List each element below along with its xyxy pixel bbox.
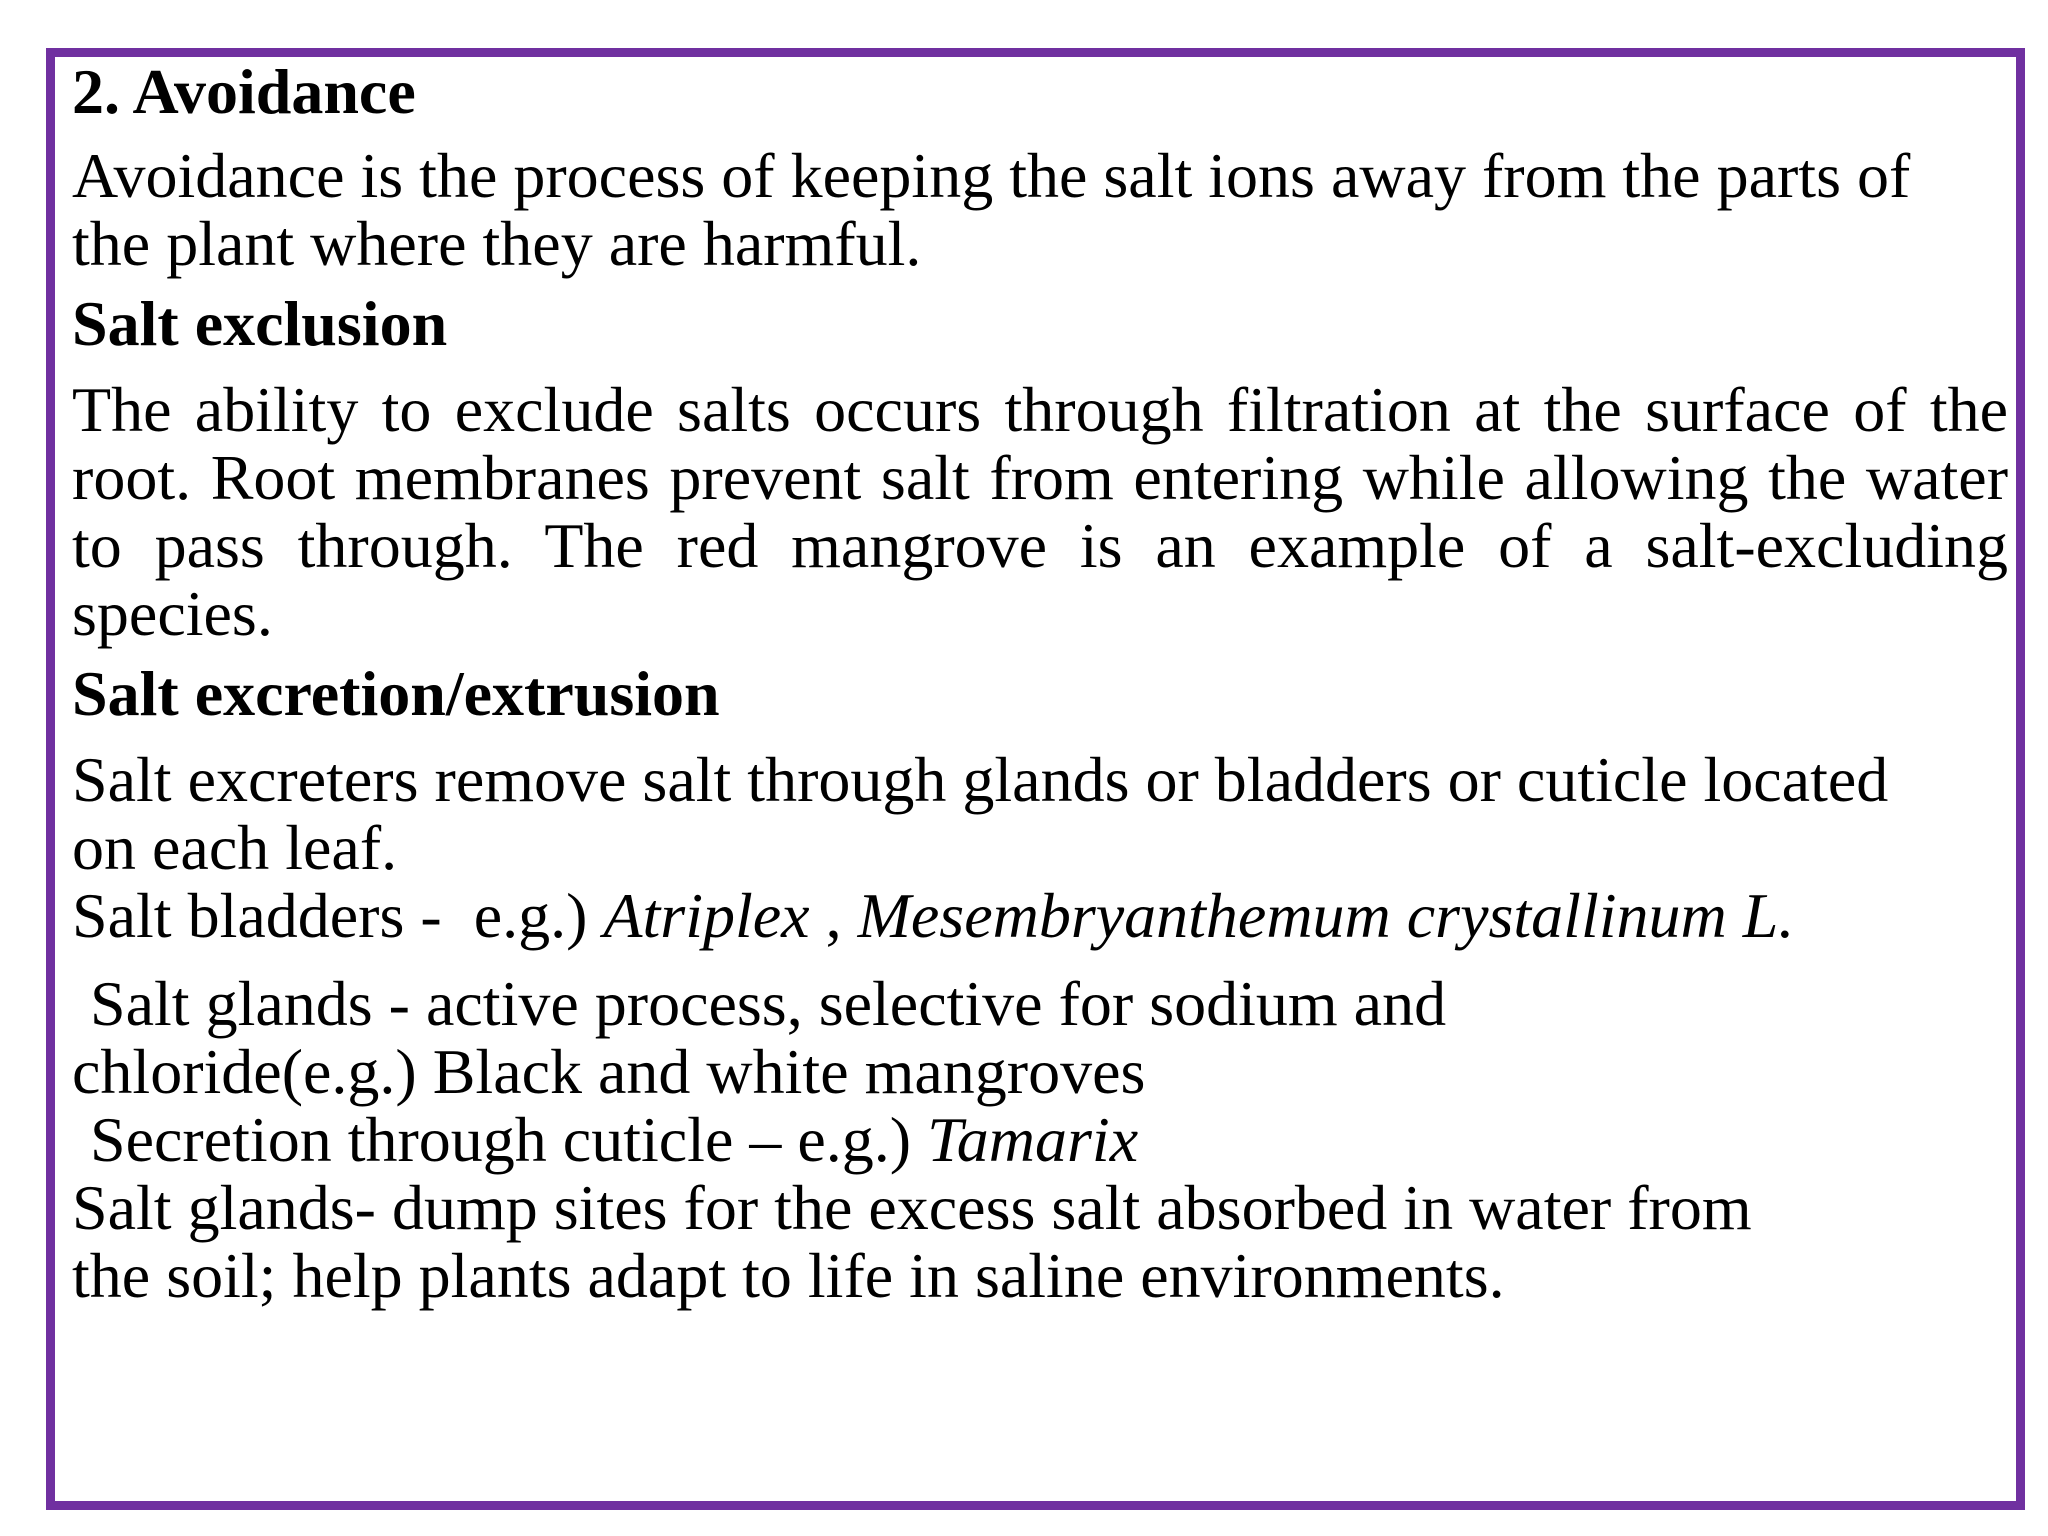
salt-glands-line-2: chloride(e.g.) Black and white mangroves [72,1036,1146,1107]
species-separator: , [809,880,858,951]
species-mesembryanthemum: Mesembryanthemum crystallinum L. [857,880,1795,951]
cuticle-prefix: Secretion through cuticle – e.g.) [90,1104,928,1175]
excretion-paragraph: Salt excreters remove salt through glands or bladders or cuticle located on each leaf. [72,744,1889,883]
heading-salt-exclusion: Salt exclusion [72,288,448,359]
species-atriplex: Atriplex [603,880,810,951]
species-tamarix: Tamarix [927,1104,1139,1175]
salt-bladders-prefix: Salt bladders - e.g.) [72,880,604,951]
salt-glands-line-1: Salt glands - active process, selective for sodium and [90,968,1447,1039]
dump-sites-line-2: the soil; help plants adapt to life in saline environments. [72,1240,1505,1311]
slide-content [72,52,2008,1310]
heading-salt-excretion: Salt excretion/extrusion [72,658,720,729]
salt-bladders-line [72,882,2008,950]
heading-avoidance: 2. Avoidance [72,56,416,127]
dump-sites-line-1: Salt glands- dump sites for the excess salt absorbed in water from [72,1172,1752,1243]
cuticle-line [72,1106,2008,1174]
exclusion-paragraph: The ability to exclude salts occurs through filtration at the surface of the root. Root membranes prevent salt from entering while allowing the water to pass through. The red mangrove is an example of a salt-excluding species. [72,374,2008,649]
avoidance-paragraph: Avoidance is the process of keeping the salt ions away from the parts of the plant where they are harmful. [72,140,1911,279]
